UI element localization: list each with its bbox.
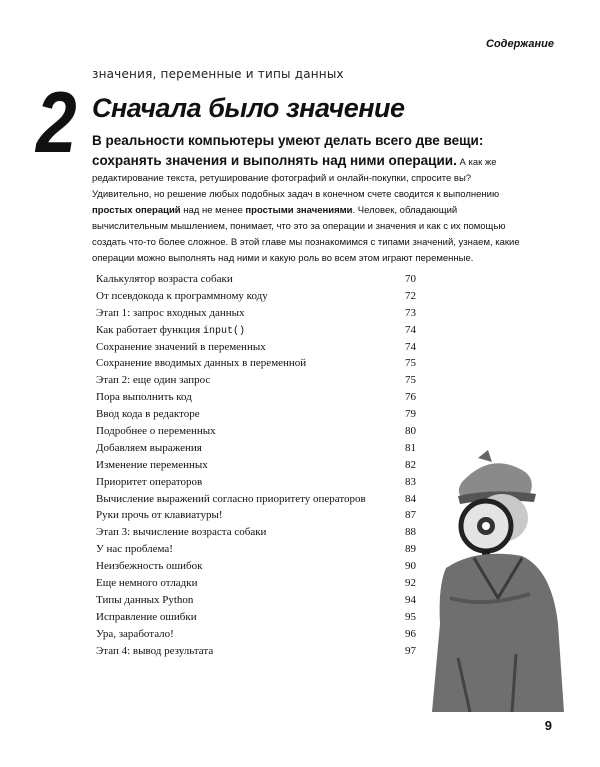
toc-entry[interactable] [96,408,416,425]
toc-entry-page: 95 [405,610,416,623]
toc-entry-page: 92 [405,577,416,590]
toc-entry[interactable] [96,391,416,408]
toc-entry[interactable] [96,459,416,476]
toc-entry-page: 81 [405,441,416,454]
toc-entry-title: От псевдокода к программному коду [96,289,268,302]
page-number: 9 [544,718,552,733]
toc-entry[interactable] [96,560,416,577]
toc-entry[interactable] [96,628,416,645]
chapter-subtitle: значения, переменные и типы данных [92,67,344,81]
intro-text-3: . Человек, обладающий вычислительным мышлением, понимает, что это за операции и значения и как с их помощью создать что-то более сложное. В этой главе мы познакомимся с типами значений, узнаем, какие операции можно выполнять над ними и какую роль во всем этом играют переменные. [92,205,520,264]
detective-illustration [418,448,564,712]
toc-entry-title: Приоритет операторов [96,475,203,488]
toc-entry-title: Ввод кода в редакторе [96,408,200,421]
toc-entry-page: 82 [405,458,416,471]
toc-entry-title: Изменение переменных [96,458,208,471]
chapter-intro [92,131,520,267]
toc-entry-title: Исправление ошибки [96,610,197,623]
toc-entry-page: 88 [405,526,416,539]
toc-entry-title: Пора выполнить код [96,391,192,404]
toc-entry-page: 83 [405,475,416,488]
table-of-contents [96,273,416,661]
toc-entry[interactable] [96,341,416,358]
toc-entry-page: 94 [405,593,416,606]
intro-text-1: А как же редактирование текста, ретуширование фотографий и онлайн-покупки, спросите вы? Удивительно, но решение любых подобных задач в конечном счете сводится к выполнению [92,157,500,200]
toc-entry-title: Этап 2: еще один запрос [96,374,211,387]
toc-entry[interactable] [96,442,416,459]
toc-entry[interactable] [96,273,416,290]
intro-text-2: над не менее [180,205,246,216]
toc-entry-page: 75 [405,357,416,370]
toc-entry-title: Руки прочь от клавиатуры! [96,509,223,522]
toc-entry-title: Добавляем выражения [96,441,202,454]
toc-entry-page: 74 [405,340,416,353]
toc-entry-title: Ура, заработало! [96,627,174,640]
toc-entry-code: input() [202,325,245,337]
intro-bold-1: простых операций [92,205,181,216]
toc-entry[interactable] [96,509,416,526]
toc-entry-title: У нас проблема! [96,543,173,556]
toc-entry-page: 76 [405,391,416,404]
toc-entry[interactable] [96,425,416,442]
toc-entry[interactable] [96,594,416,611]
intro-lead: В реальности компьютеры умеют делать всего две вещи: сохранять значения и выполнять над ними операции. [92,133,484,168]
toc-entry[interactable] [96,611,416,628]
toc-entry-title: Как работает функция input() [96,323,245,337]
chapter-number: 2 [36,75,77,171]
toc-entry[interactable] [96,290,416,307]
chapter-title: Сначала было значение [92,93,405,123]
toc-entry-title: Еще немного отладки [96,577,198,590]
toc-entry-title: Сохранение значений в переменных [96,340,266,353]
toc-entry-page: 96 [405,627,416,640]
toc-entry-page: 84 [405,492,416,505]
section-header: Содержание [486,38,554,50]
toc-entry[interactable] [96,577,416,594]
toc-entry[interactable] [96,476,416,493]
toc-entry[interactable] [96,324,416,341]
toc-entry-title: Подробнее о переменных [96,425,216,438]
toc-entry-page: 90 [405,560,416,573]
intro-bold-2: простыми значениями [245,205,353,216]
toc-entry-page: 73 [405,306,416,319]
toc-entry-page: 79 [405,408,416,421]
toc-entry[interactable] [96,357,416,374]
toc-entry-title: Типы данных Python [96,593,194,606]
toc-entry[interactable] [96,307,416,324]
toc-entry[interactable] [96,526,416,543]
toc-entry[interactable] [96,645,416,662]
toc-entry-title: Неизбежность ошибок [96,560,203,573]
toc-entry-title: Сохранение вводимых данных в переменной [96,357,307,370]
toc-entry-page: 75 [405,374,416,387]
toc-entry-title: Калькулятор возраста собаки [96,273,233,285]
toc-entry-title: Этап 1: запрос входных данных [96,306,245,319]
toc-entry-page: 80 [405,425,416,438]
toc-entry-page: 89 [405,543,416,556]
toc-entry-page: 87 [405,509,416,522]
toc-entry-title: Этап 3: вычисление возраста собаки [96,526,267,539]
toc-entry-page: 72 [405,289,416,302]
toc-entry-page: 74 [405,323,416,336]
toc-entry-title: Вычисление выражений согласно приоритету операторов [96,492,366,505]
toc-entry[interactable] [96,543,416,560]
toc-entry[interactable] [96,493,416,510]
toc-entry-page: 70 [405,273,416,285]
toc-entry-page: 97 [405,644,416,657]
toc-entry-title: Этап 4: вывод результата [96,644,214,657]
toc-entry[interactable] [96,374,416,391]
